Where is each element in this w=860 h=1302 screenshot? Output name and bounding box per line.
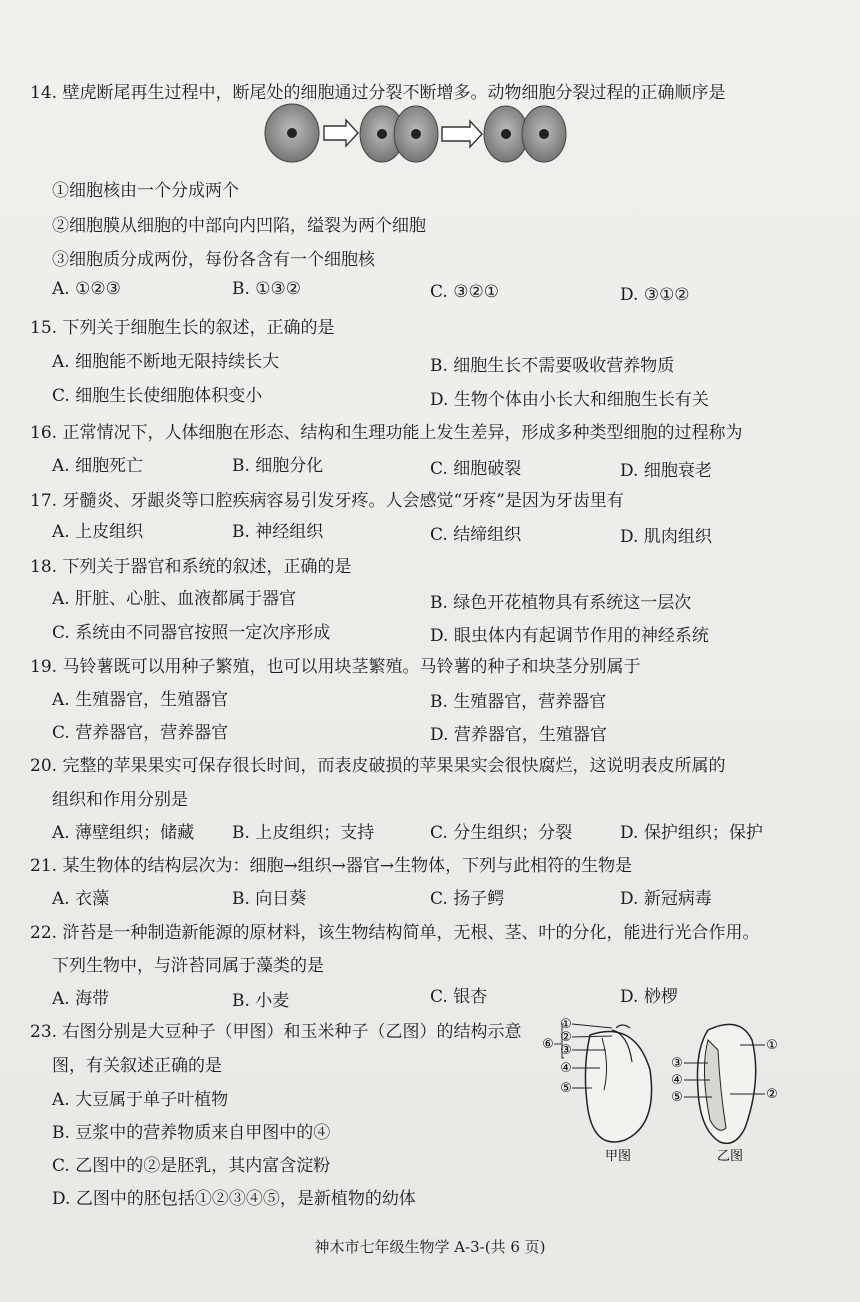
- q14-option-c[interactable]: C. ③②①: [430, 282, 499, 302]
- q22-option-a[interactable]: A. 海带: [52, 989, 110, 1009]
- q14-step-2: ②细胞膜从细胞的中部向内凹陷，缢裂为两个细胞: [52, 216, 426, 236]
- arrow-2: [442, 121, 482, 147]
- q21-option-b[interactable]: B. 向日葵: [232, 889, 307, 909]
- q19-option-a[interactable]: A. 生殖器官，生殖器官: [52, 690, 229, 710]
- bean-label-1: ①: [560, 1017, 572, 1032]
- q23-stem-continued: 图，有关叙述正确的是: [52, 1056, 222, 1076]
- q16-stem: 16. 正常情况下，人体细胞在形态、结构和生理功能上发生差异，形成多种类型细胞的过程称为: [30, 423, 743, 443]
- corn-label-5: ⑤: [671, 1090, 683, 1105]
- q21-stem: 21. 某生物体的结构层次为：细胞→组织→器官→生物体，下列与此相符的生物是: [30, 856, 633, 876]
- arrow-1: [324, 120, 358, 146]
- corn-label-1: ①: [766, 1038, 778, 1053]
- bean-label-4: ④: [560, 1061, 572, 1076]
- q18-stem: 18. 下列关于器官和系统的叙述，正确的是: [30, 557, 352, 577]
- q16-option-c[interactable]: C. 细胞破裂: [430, 459, 522, 479]
- q21-option-d[interactable]: D. 新冠病毒: [620, 889, 712, 909]
- q15-option-a[interactable]: A. 细胞能不断地无限持续长大: [52, 352, 280, 372]
- q17-option-d[interactable]: D. 肌肉组织: [620, 527, 712, 547]
- bean-label-2: ②: [560, 1030, 572, 1045]
- q15-stem: 15. 下列关于细胞生长的叙述，正确的是: [30, 318, 335, 338]
- q22-option-c[interactable]: C. 银杏: [430, 987, 488, 1007]
- q17-option-a[interactable]: A. 上皮组织: [52, 522, 144, 542]
- q17-stem: 17. 牙髓炎、牙龈炎等口腔疾病容易引发牙疼。人会感觉“牙疼”是因为牙齿里有: [30, 491, 624, 511]
- q18-option-a[interactable]: A. 肝脏、心脏、血液都属于器官: [52, 589, 297, 609]
- bean-seed-figure: [542, 1017, 651, 1164]
- q16-option-b[interactable]: B. 细胞分化: [232, 456, 324, 476]
- corn-label-4: ④: [671, 1073, 683, 1088]
- q22-option-d[interactable]: D. 桫椤: [620, 987, 678, 1007]
- q19-option-b[interactable]: B. 生殖器官，营养器官: [430, 692, 607, 712]
- q23-option-a[interactable]: A. 大豆属于单子叶植物: [52, 1090, 229, 1110]
- bean-label-5: ⑤: [560, 1081, 572, 1096]
- q16-option-a[interactable]: A. 细胞死亡: [52, 456, 144, 476]
- q14-stem: 14. 壁虎断尾再生过程中，断尾处的细胞通过分裂不断增多。动物细胞分裂过程的正确顺序是: [30, 83, 726, 103]
- corn-label-3: ③: [671, 1056, 683, 1071]
- q15-option-c[interactable]: C. 细胞生长使细胞体积变小: [52, 386, 263, 406]
- q16-option-d[interactable]: D. 细胞衰老: [620, 461, 712, 481]
- q21-option-a[interactable]: A. 衣藻: [52, 889, 110, 909]
- q20-option-a[interactable]: A. 薄壁组织；储藏: [52, 823, 195, 843]
- q20-option-d[interactable]: D. 保护组织；保护: [620, 823, 763, 843]
- q20-option-b[interactable]: B. 上皮组织；支持: [232, 823, 375, 843]
- q23-option-b[interactable]: B. 豆浆中的营养物质来自甲图中的④: [52, 1123, 331, 1143]
- q14-option-a[interactable]: A. ①②③: [52, 279, 121, 299]
- q15-option-b[interactable]: B. 细胞生长不需要吸收营养物质: [430, 356, 675, 376]
- seed-structure-diagram: [540, 1010, 840, 1170]
- q22-stem: 22. 浒苔是一种制造新能源的原材料，该生物结构简单，无根、茎、叶的分化，能进行光合作用。: [30, 923, 760, 943]
- q15-option-d[interactable]: D. 生物个体由小长大和细胞生长有关: [430, 390, 709, 410]
- corn-label-2: ②: [766, 1087, 778, 1102]
- q19-stem: 19. 马铃薯既可以用种子繁殖，也可以用块茎繁殖。马铃薯的种子和块茎分别属于: [30, 657, 641, 677]
- q18-option-c[interactable]: C. 系统由不同器官按照一定次序形成: [52, 623, 331, 643]
- q19-option-d[interactable]: D. 营养器官，生殖器官: [430, 725, 607, 745]
- q23-stem: 23. 右图分别是大豆种子（甲图）和玉米种子（乙图）的结构示意: [30, 1022, 522, 1042]
- q14-option-b[interactable]: B. ①③②: [232, 279, 302, 299]
- q17-option-b[interactable]: B. 神经组织: [232, 522, 324, 542]
- q22-stem-continued: 下列生物中，与浒苔同属于藻类的是: [52, 956, 324, 976]
- q20-stem: 20. 完整的苹果果实可保存很长时间，而表皮破损的苹果果实会很快腐烂，这说明表皮所属的: [30, 756, 726, 776]
- q20-stem-continued: 组织和作用分别是: [52, 790, 188, 810]
- q21-option-c[interactable]: C. 扬子鳄: [430, 889, 505, 909]
- q19-option-c[interactable]: C. 营养器官，营养器官: [52, 723, 229, 743]
- q23-option-c[interactable]: C. 乙图中的②是胚乳，其内富含淀粉: [52, 1156, 331, 1176]
- corn-caption: 乙图: [716, 1149, 744, 1164]
- q14-option-d[interactable]: D. ③①②: [620, 285, 690, 305]
- nucleus-1: [287, 128, 297, 138]
- page-footer: 神木市七年级生物学 A-3-(共 6 页): [314, 1238, 546, 1256]
- q18-option-b[interactable]: B. 绿色开花植物具有系统这一层次: [430, 593, 692, 613]
- q14-step-3: ③细胞质分成两份，每份各含有一个细胞核: [52, 250, 375, 270]
- cell-division-illustration: [262, 100, 572, 170]
- q20-option-c[interactable]: C. 分生组织；分裂: [430, 823, 573, 843]
- q18-option-d[interactable]: D. 眼虫体内有起调节作用的神经系统: [430, 626, 709, 646]
- corn-seed-figure: [671, 1024, 778, 1164]
- q17-option-c[interactable]: C. 结缔组织: [430, 525, 522, 545]
- q23-option-d[interactable]: D. 乙图中的胚包括①②③④⑤，是新植物的幼体: [52, 1189, 416, 1209]
- q14-step-1: ①细胞核由一个分成两个: [52, 181, 239, 201]
- bean-caption: 甲图: [604, 1149, 632, 1164]
- bean-label-3: ③: [560, 1043, 572, 1058]
- q22-option-b[interactable]: B. 小麦: [232, 991, 290, 1011]
- bean-label-6: ⑥: [542, 1037, 554, 1052]
